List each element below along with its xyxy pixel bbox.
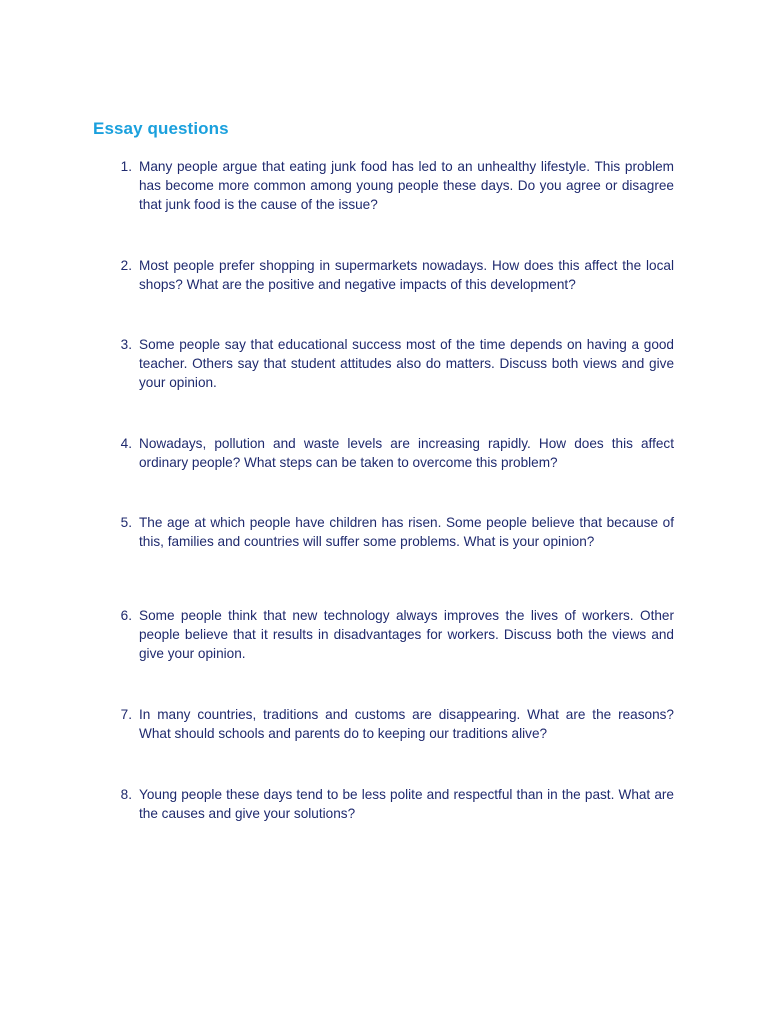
question-item [112, 705, 674, 743]
question-item [112, 785, 674, 823]
question-text: Some people say that educational success most of the time depends on having a good teacher. Others say that student attitudes also do matters. Discuss both views and give your opinion. [139, 337, 674, 390]
question-item [112, 434, 674, 472]
question-text: Many people argue that eating junk food has led to an unhealthy lifestyle. This problem has become more common among young people these days. Do you agree or disagree that junk food is the cause of the issue? [139, 159, 674, 212]
question-number: 3. [120, 337, 132, 352]
question-item [112, 606, 674, 663]
question-item [112, 157, 674, 214]
question-number: 5. [120, 515, 132, 530]
question-number: 4. [120, 436, 132, 451]
question-item [112, 513, 674, 551]
question-text: Some people think that new technology always improves the lives of workers. Other people believe that it results in disadvantages for workers. Discuss both the views and give your opinion. [139, 608, 674, 661]
question-text: The age at which people have children has risen. Some people believe that because of this, families and countries will suffer some problems. What is your opinion? [139, 515, 674, 549]
question-number: 1. [120, 159, 132, 174]
question-number: 6. [120, 608, 132, 623]
question-number: 2. [120, 258, 132, 273]
document-title: Essay questions [93, 119, 229, 138]
question-text: Most people prefer shopping in supermarkets nowadays. How does this affect the local shops? What are the positive and negative impacts of this development? [139, 258, 674, 292]
question-number: 8. [120, 787, 132, 802]
question-number: 7. [120, 707, 132, 722]
question-item [112, 335, 674, 392]
question-text: Young people these days tend to be less polite and respectful than in the past. What are the causes and give your solutions? [139, 787, 674, 821]
question-text: In many countries, traditions and customs are disappearing. What are the reasons? What should schools and parents do to keeping our traditions alive? [139, 707, 674, 741]
question-item [112, 256, 674, 294]
question-text: Nowadays, pollution and waste levels are increasing rapidly. How does this affect ordinary people? What steps can be taken to overcome this problem? [139, 436, 674, 470]
